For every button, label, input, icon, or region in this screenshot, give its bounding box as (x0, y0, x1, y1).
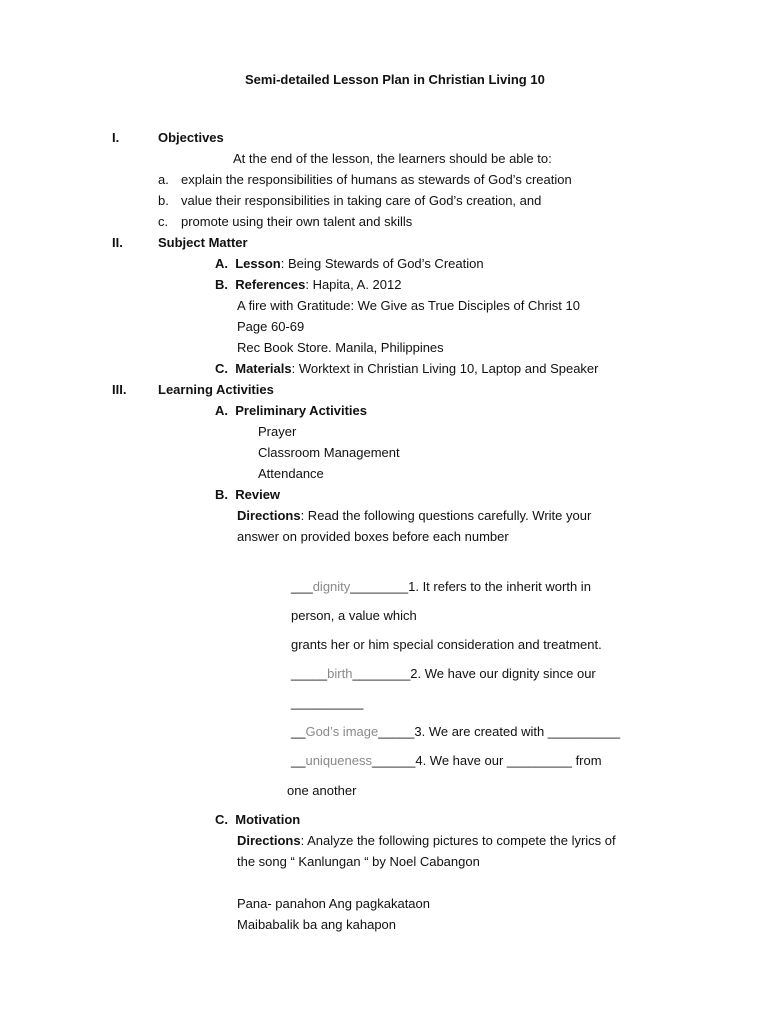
materials-line (215, 361, 599, 377)
objective-marker-a: a. (158, 172, 169, 187)
preliminary-marker: A. (215, 403, 228, 418)
preliminary-item-classroom-management: Classroom Management (258, 445, 400, 460)
motivation-directions-label: Directions (237, 833, 301, 848)
preliminary-item-prayer: Prayer (258, 424, 297, 439)
objective-text-c: promote using their own talent and skills (181, 214, 413, 229)
references-line (215, 277, 401, 293)
section-numeral-learning-activities: III. (112, 382, 127, 397)
objective-text-b: value their responsibilities in taking care of God’s creation, and (181, 193, 542, 208)
lesson-label: Lesson (235, 256, 281, 271)
question-3 (291, 724, 620, 740)
q2-answer: birth (327, 666, 353, 681)
question-4 (291, 753, 602, 769)
reference-book-title: A fire with Gratitude: We Give as True Disciples of Christ 10 (237, 298, 580, 313)
q4-text: ______4. We have our _________ from (371, 753, 602, 768)
preliminary-heading: Preliminary Activities (235, 403, 367, 418)
motivation-heading: Motivation (235, 812, 301, 827)
objective-marker-c: c. (158, 214, 169, 229)
document-title: Semi-detailed Lesson Plan in Christian Living 10 (245, 72, 545, 87)
references-label: References (235, 277, 306, 292)
section-heading-objectives: Objectives (158, 130, 224, 145)
review-marker: B. (215, 487, 228, 502)
motivation-heading-line (215, 812, 300, 828)
section-numeral-objectives: I. (112, 130, 120, 145)
lesson-marker: A. (215, 256, 228, 271)
question-1-cont-2: grants her or him special consideration and treatment. (291, 637, 602, 652)
objectives-intro: At the end of the lesson, the learners should be able to: (233, 151, 552, 166)
review-directions-text: : Read the following questions carefully. Write your (300, 508, 592, 523)
question-4-cont: one another (287, 783, 357, 798)
q4-answer: uniqueness (305, 753, 372, 768)
reference-pages: Page 60-69 (237, 319, 305, 334)
q2-text: ________2. We have our dignity since our (352, 666, 596, 681)
section-numeral-subject-matter: II. (112, 235, 123, 250)
motivation-directions-cont: the song “ Kanlungan “ by Noel Cabangon (237, 854, 480, 869)
review-directions-label: Directions (237, 508, 301, 523)
q1-blank-pre: ___ (291, 579, 313, 594)
materials-label: Materials (235, 361, 292, 376)
lyrics-line-1: Pana- panahon Ang pagkakataon (237, 896, 431, 911)
question-2 (291, 666, 596, 682)
materials-marker: C. (215, 361, 228, 376)
references-value: : Hapita, A. 2012 (305, 277, 402, 292)
motivation-directions (237, 833, 616, 849)
question-1 (291, 579, 591, 595)
review-directions (237, 508, 591, 524)
motivation-directions-text: : Analyze the following pictures to compete the lyrics of (300, 833, 616, 848)
review-directions-cont: answer on provided boxes before each number (237, 529, 509, 544)
motivation-marker: C. (215, 812, 228, 827)
question-1-cont-1: person, a value which (291, 608, 417, 623)
q3-answer: God’s image (305, 724, 379, 739)
preliminary-heading-line (215, 403, 367, 419)
objective-marker-b: b. (158, 193, 169, 208)
q3-blank-pre: __ (291, 724, 306, 739)
q1-text: ________1. It refers to the inherit worth in (350, 579, 591, 594)
q4-blank-pre: __ (291, 753, 306, 768)
preliminary-item-attendance: Attendance (258, 466, 324, 481)
lyrics-line-2: Maibabalik ba ang kahapon (237, 917, 397, 932)
q3-text: _____3. We are created with __________ (378, 724, 621, 739)
objective-text-a: explain the responsibilities of humans as stewards of God’s creation (181, 172, 572, 187)
review-heading: Review (235, 487, 281, 502)
materials-value: : Worktext in Christian Living 10, Laptop and Speaker (291, 361, 599, 376)
section-heading-subject-matter: Subject Matter (158, 235, 248, 250)
lesson-value: : Being Stewards of God’s Creation (280, 256, 484, 271)
section-heading-learning-activities: Learning Activities (158, 382, 274, 397)
review-heading-line (215, 487, 280, 503)
q2-blank-pre: _____ (291, 666, 328, 681)
lesson-line (215, 256, 484, 272)
q1-answer: dignity (312, 579, 351, 594)
references-marker: B. (215, 277, 228, 292)
question-2-cont: __________ (291, 695, 364, 710)
reference-publisher: Rec Book Store. Manila, Philippines (237, 340, 444, 355)
